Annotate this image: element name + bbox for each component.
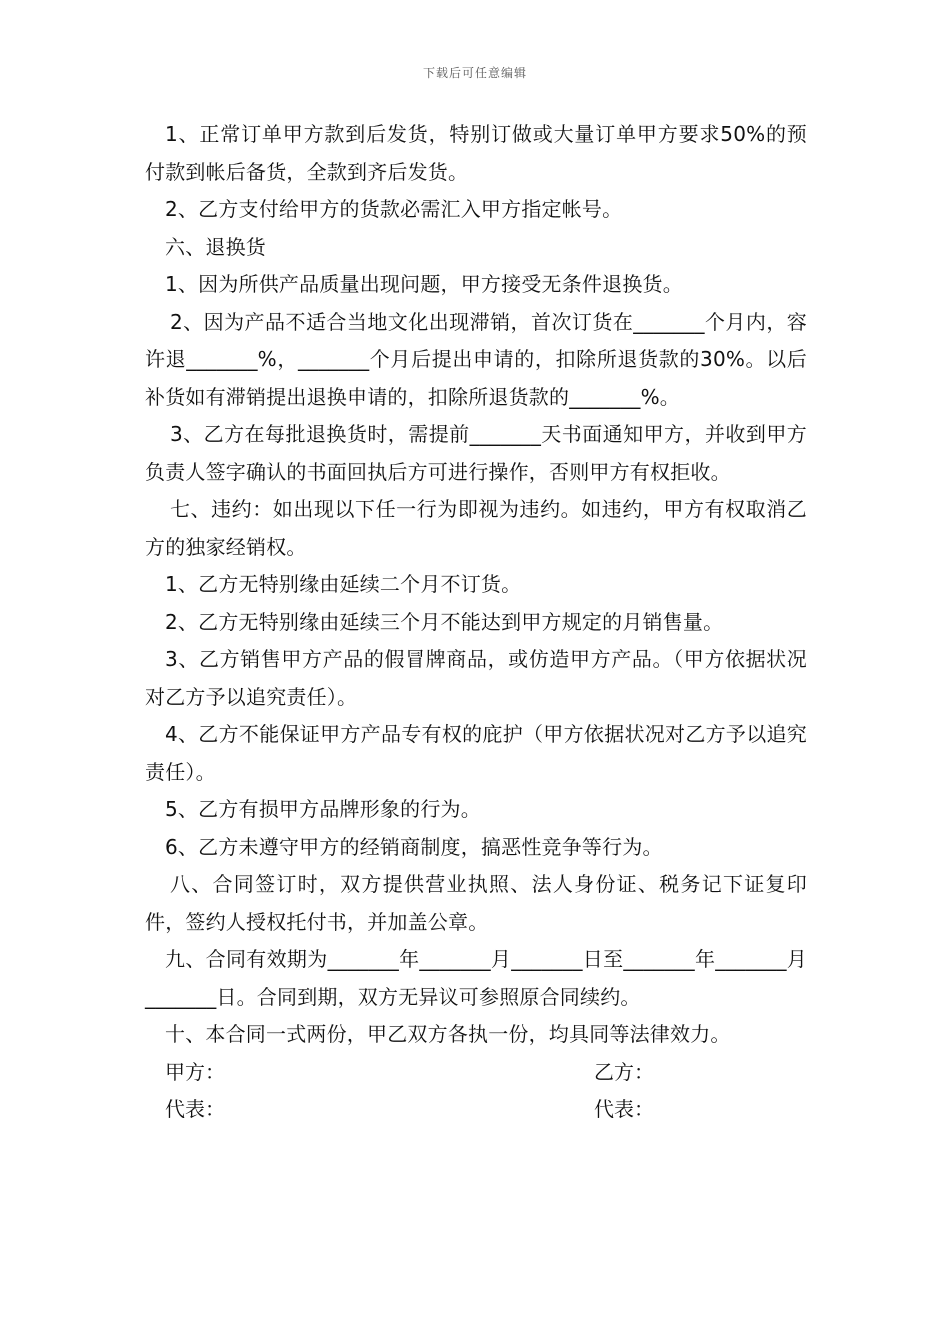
paragraph-returns-quality: 1、因为所供产品质量出现问题，甲方接受无条件退换货。 [165, 272, 683, 296]
contract-body [145, 116, 807, 1129]
paragraph-returns-unsold: 2、因为产品不适合当地文化出现滞销，首次订货在_______个月内，容许退_______%，_______个月后提出申请的，扣除所退货款的30%。以后补货如有滞销提出退换申请的，扣除所退货款的_______%。 [145, 309, 807, 409]
signature-row-representative [165, 1091, 765, 1129]
party-a-label: 甲方： [165, 1059, 225, 1084]
paragraph-breach-4: 4、乙方不能保证甲方产品专有权的庇护（甲方依据状况对乙方予以追究责任）。 [145, 722, 807, 784]
paragraph-payment-terms: 1、正常订单甲方款到后发货，特别订做或大量订单甲方要求50%的预付款到帐后备货，全款到齐后发货。 [145, 122, 807, 184]
section-heading-breach: 七、违约：如出现以下任一行为即视为违约。如违约，甲方有权取消乙方的独家经销权。 [145, 497, 807, 559]
rep-b-label: 代表： [594, 1097, 654, 1121]
paragraph-payment-account: 2、乙方支付给甲方的货款必需汇入甲方指定帐号。 [165, 197, 623, 221]
section-heading-returns: 六、退换货 [165, 234, 266, 259]
section-heading-signing: 八、合同签订时，双方提供营业执照、法人身份证、税务记下证复印件，签约人授权托付书，并加盖公章。 [145, 872, 807, 934]
page-header-note: 下载后可任意编辑 [422, 66, 527, 80]
rep-a-label: 代表： [165, 1097, 225, 1121]
paragraph-breach-6: 6、乙方未遵守甲方的经销商制度，搞恶性竞争等行为。 [165, 834, 663, 859]
paragraph-breach-3: 3、乙方销售甲方产品的假冒牌商品，或仿造甲方产品。（甲方依据状况对乙方予以追究责任）。 [145, 647, 807, 709]
signature-block [165, 1054, 765, 1129]
paragraph-breach-2: 2、乙方无特别缘由延续三个月不能达到甲方规定的月销售量。 [165, 609, 724, 634]
section-heading-validity: 九、合同有效期为_______年_______月_______日至_______年_______月_______日。合同到期，双方无异议可参照原合同续约。 [145, 947, 807, 1009]
paragraph-breach-1: 1、乙方无特别缘由延续二个月不订货。 [165, 572, 522, 596]
paragraph-breach-5: 5、乙方有损甲方品牌形象的行为。 [165, 797, 481, 821]
signature-row-party [165, 1054, 765, 1092]
party-b-label: 乙方： [594, 1059, 654, 1084]
section-heading-copies: 十、本合同一式两份，甲乙双方各执一份，均具同等法律效力。 [165, 1022, 731, 1046]
paragraph-returns-notice: 3、乙方在每批退换货时，需提前_______天书面通知甲方，并收到甲方负责人签字确认的书面回执后方可进行操作，否则甲方有权拒收。 [145, 422, 807, 484]
